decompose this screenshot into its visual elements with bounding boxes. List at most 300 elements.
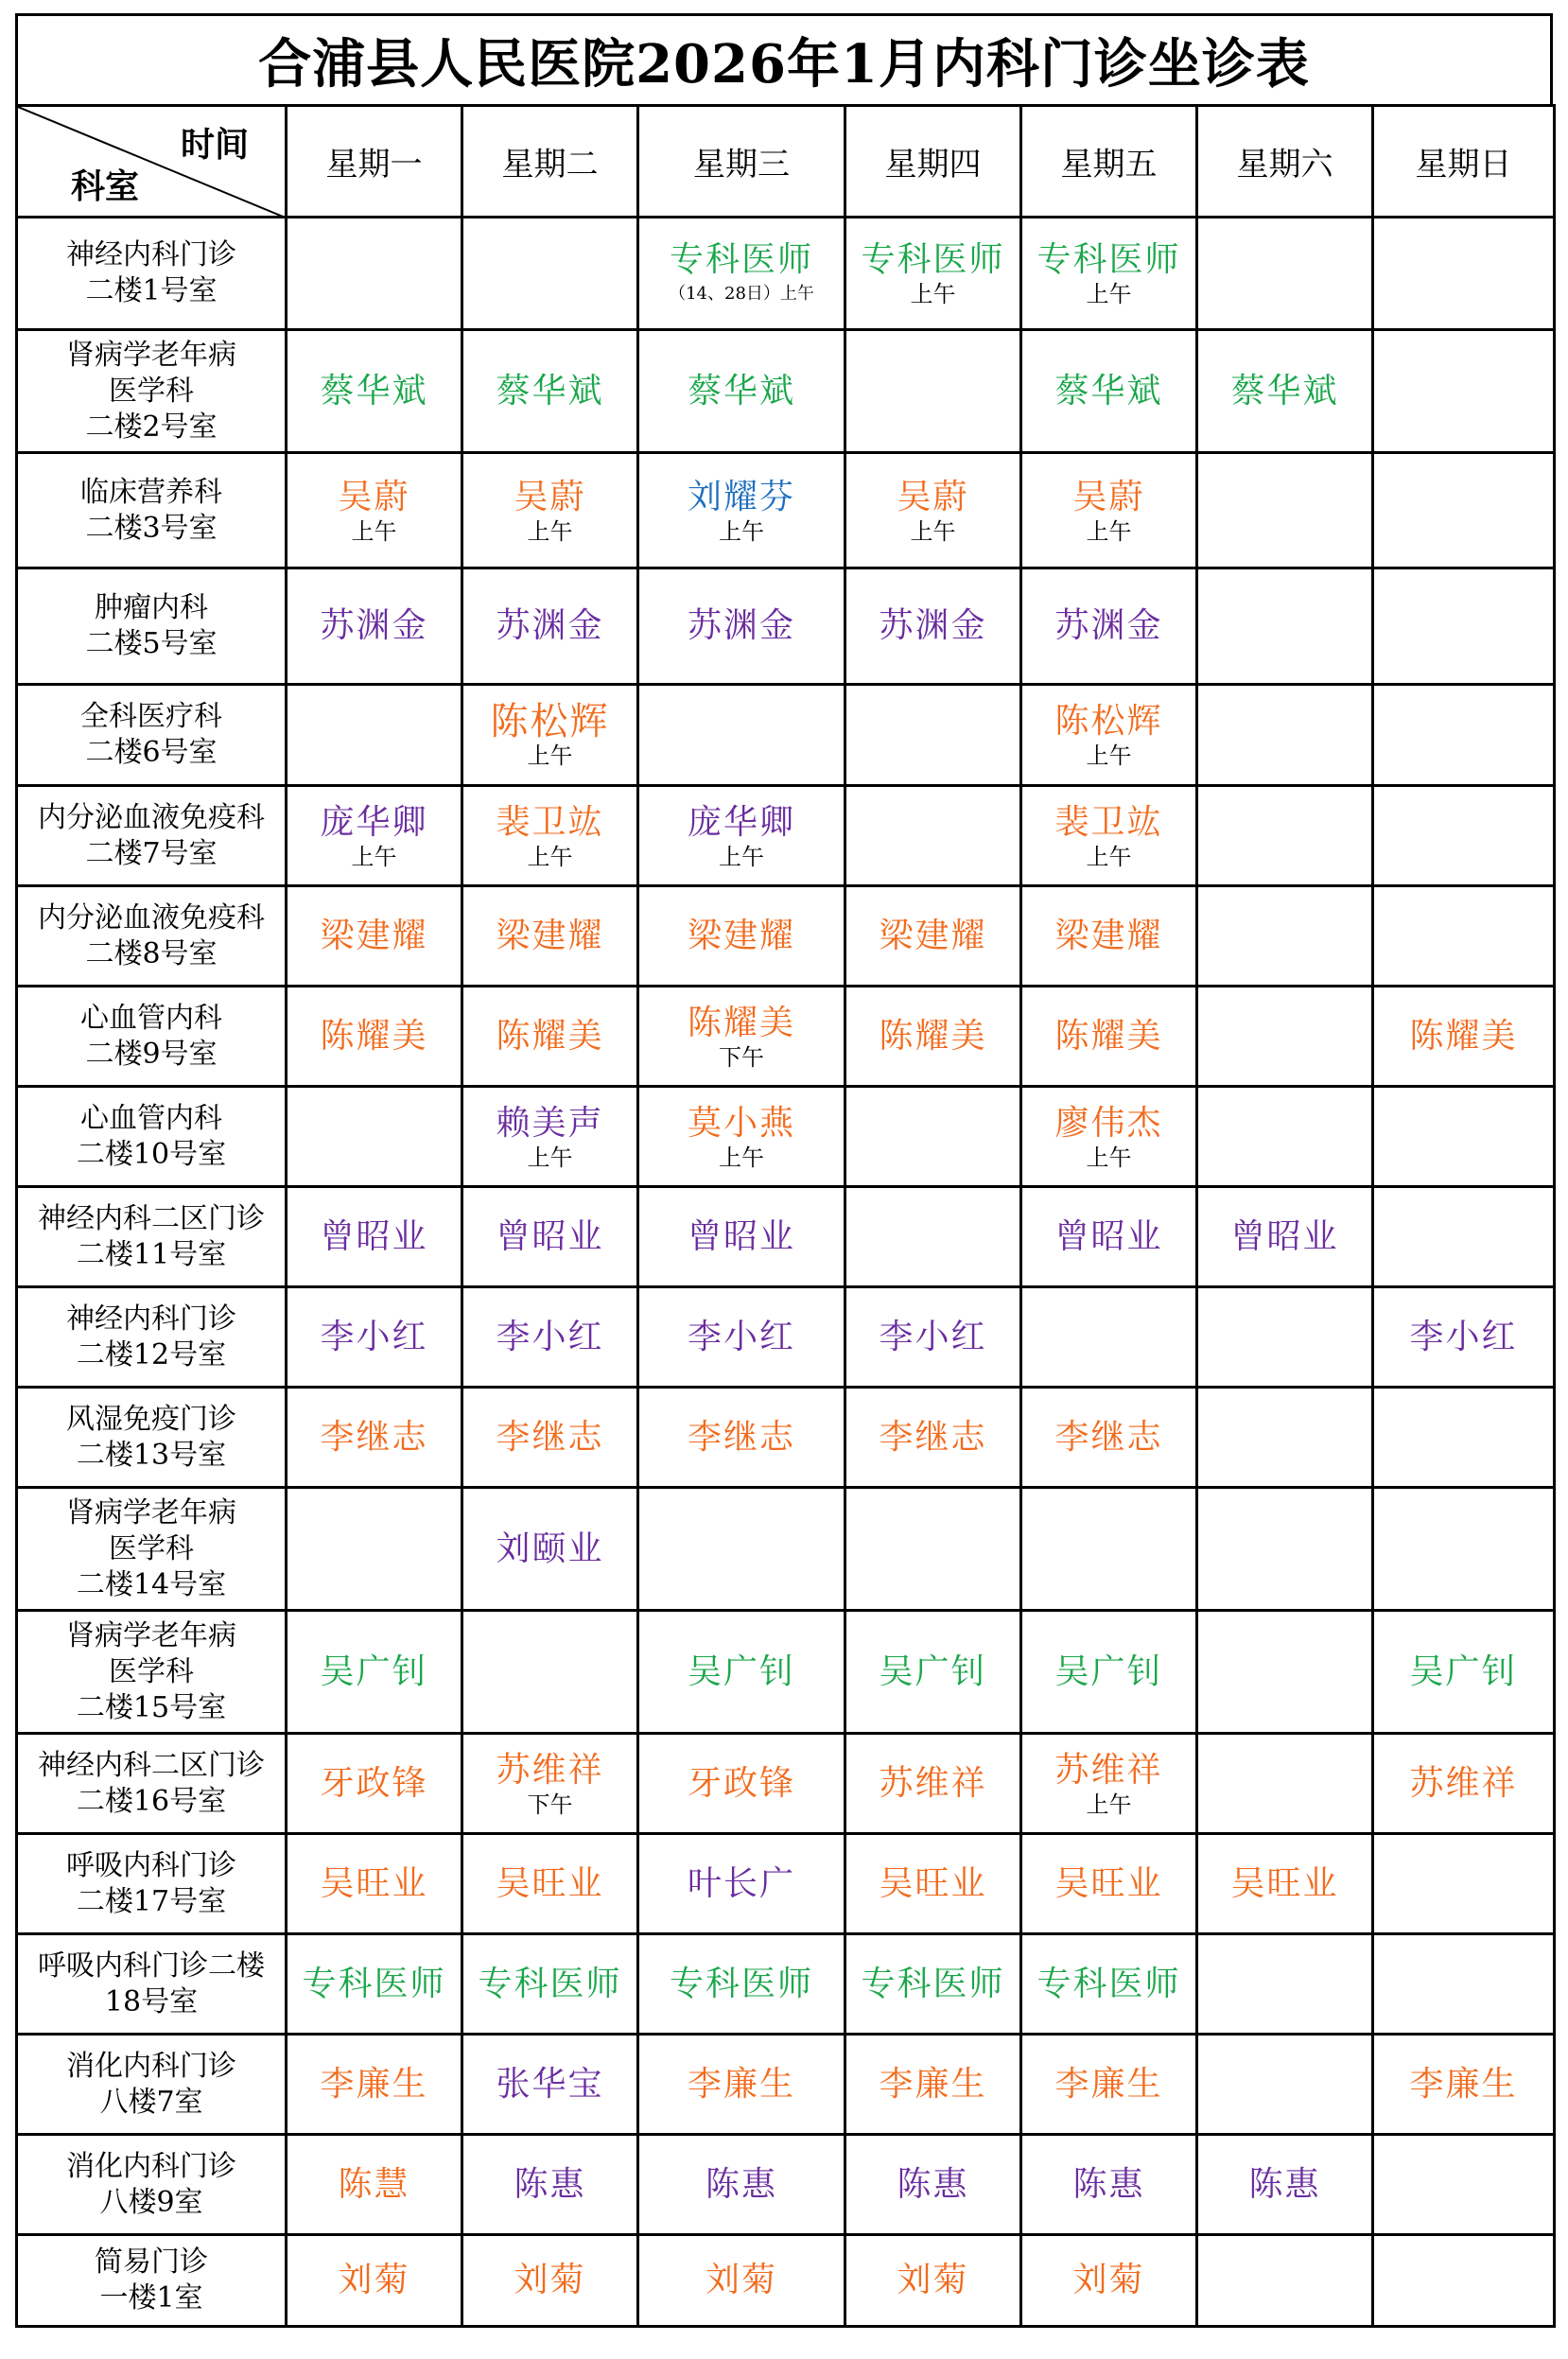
schedule-cell — [1197, 1388, 1373, 1488]
schedule-cell — [638, 1834, 845, 1934]
schedule-cell — [1021, 2135, 1197, 2235]
department-cell — [17, 1834, 287, 1934]
schedule-cell — [638, 1611, 845, 1734]
department-cell — [17, 886, 287, 987]
schedule-cell — [845, 453, 1021, 568]
department-cell — [17, 218, 287, 330]
schedule-cell — [1197, 1287, 1373, 1388]
doctor-name: 苏维祥 — [879, 1763, 987, 1803]
doctor-name: 陈耀美 — [496, 1016, 604, 1056]
doctor-name: 吴蔚 — [514, 477, 586, 516]
schedule-cell — [462, 1087, 638, 1187]
doctor-name: 李小红 — [879, 1317, 987, 1356]
schedule-cell — [462, 685, 638, 786]
doctor-name: 陈耀美 — [879, 1016, 987, 1056]
doctor-name: 陈惠 — [514, 2164, 586, 2204]
doctor-name: 曾昭业 — [687, 1216, 795, 1256]
session-note: 上午 — [527, 517, 573, 545]
doctor-name: 陈松辉 — [1054, 702, 1163, 741]
doctor-name: 梁建耀 — [320, 916, 428, 955]
schedule-cell — [1373, 1087, 1555, 1187]
schedule-cell — [287, 1488, 462, 1611]
time-label: 时间 — [180, 126, 249, 165]
schedule-cell — [287, 1087, 462, 1187]
doctor-name: 梁建耀 — [687, 916, 795, 955]
session-note: 上午 — [910, 281, 956, 307]
schedule-cell — [1373, 685, 1555, 786]
schedule-row — [17, 786, 1555, 886]
schedule-cell — [1021, 1734, 1197, 1834]
schedule-cell — [1021, 786, 1197, 886]
schedule-row — [17, 1488, 1555, 1611]
doctor-name: 李廉生 — [1409, 2064, 1518, 2104]
day-header: 星期三 — [638, 106, 845, 218]
schedule-cell — [845, 1287, 1021, 1388]
doctor-name: 牙政锋 — [320, 1763, 428, 1803]
department-line: 肾病学老年病 — [66, 1495, 236, 1529]
schedule-cell — [1197, 330, 1373, 453]
schedule-cell — [462, 1834, 638, 1934]
schedule-cell — [1373, 568, 1555, 685]
schedule-cell — [638, 330, 845, 453]
doctor-name: 专科医师 — [478, 1964, 622, 2003]
session-note: 上午 — [1086, 281, 1132, 307]
doctor-name: 吴旺业 — [320, 1863, 428, 1903]
schedule-cell — [1021, 1611, 1197, 1734]
department-line: 二楼12号室 — [76, 1337, 227, 1372]
schedule-cell — [1021, 453, 1197, 568]
department-line: 二楼16号室 — [76, 1784, 227, 1818]
schedule-cell — [462, 1187, 638, 1287]
department-line: 临床营养科 — [80, 475, 222, 509]
department-line: 心血管内科 — [80, 1001, 222, 1035]
department-line: 医学科 — [109, 374, 194, 408]
schedule-cell — [1197, 1734, 1373, 1834]
schedule-row — [17, 1388, 1555, 1488]
schedule-cell — [1197, 1934, 1373, 2035]
schedule-cell — [1373, 886, 1555, 987]
doctor-name: 梁建耀 — [879, 916, 987, 955]
doctor-name: 刘菊 — [1072, 2261, 1145, 2299]
schedule-cell — [845, 786, 1021, 886]
department-cell — [17, 453, 287, 568]
schedule-cell — [845, 330, 1021, 453]
schedule-cell — [638, 1734, 845, 1834]
doctor-name: 曾昭业 — [320, 1216, 428, 1256]
schedule-cell — [1021, 1187, 1197, 1287]
schedule-row — [17, 2135, 1555, 2235]
doctor-name: 吴旺业 — [1054, 1863, 1163, 1903]
department-line: 呼吸内科门诊 — [66, 1848, 236, 1882]
schedule-row — [17, 1187, 1555, 1287]
department-line: 二楼13号室 — [76, 1438, 227, 1472]
schedule-cell — [638, 1087, 845, 1187]
doctor-name: 专科医师 — [1037, 240, 1181, 279]
doctor-name: 苏渊金 — [320, 606, 428, 645]
schedule-cell — [287, 685, 462, 786]
schedule-cell — [287, 453, 462, 568]
schedule-cell — [287, 2035, 462, 2135]
schedule-cell — [462, 1388, 638, 1488]
schedule-cell — [462, 218, 638, 330]
doctor-name: 陈惠 — [705, 2164, 777, 2204]
doctor-name: 陈耀美 — [1409, 1016, 1518, 1056]
schedule-cell — [1373, 1834, 1555, 1934]
department-cell — [17, 1287, 287, 1388]
doctor-name: 庞华卿 — [320, 802, 428, 842]
schedule-cell — [287, 1834, 462, 1934]
doctor-name: 赖美声 — [496, 1103, 604, 1143]
doctor-name: 李继志 — [496, 1417, 604, 1457]
department-line: 二楼8号室 — [85, 936, 218, 970]
department-line: 肾病学老年病 — [66, 1618, 236, 1652]
schedule-cell — [1197, 1087, 1373, 1187]
schedule-cell — [462, 886, 638, 987]
department-line: 神经内科门诊 — [66, 238, 236, 271]
schedule-cell — [462, 1287, 638, 1388]
schedule-cell — [638, 2235, 845, 2327]
doctor-name: 陈慧 — [338, 2164, 410, 2204]
schedule-cell — [1021, 2235, 1197, 2327]
schedule-row — [17, 453, 1555, 568]
department-line: 18号室 — [104, 1984, 199, 2018]
day-header: 星期二 — [462, 106, 638, 218]
schedule-cell — [287, 2235, 462, 2327]
department-cell — [17, 987, 287, 1087]
schedule-cell — [1021, 1287, 1197, 1388]
schedule-cell — [1197, 568, 1373, 685]
schedule-cell — [1373, 1734, 1555, 1834]
schedule-cell — [1197, 1834, 1373, 1934]
department-line: 二楼5号室 — [85, 627, 218, 660]
doctor-name: 张华宝 — [496, 2064, 604, 2104]
doctor-name: 李廉生 — [320, 2064, 428, 2104]
schedule-cell — [462, 2035, 638, 2135]
corner-header — [17, 106, 287, 218]
session-note: 上午 — [1086, 1144, 1132, 1171]
doctor-name: 苏维祥 — [496, 1750, 604, 1790]
schedule-cell — [845, 1734, 1021, 1834]
doctor-name: 裴卫竑 — [1054, 802, 1163, 842]
schedule-cell — [845, 218, 1021, 330]
department-line: 二楼9号室 — [85, 1037, 218, 1071]
schedule-cell — [1373, 1611, 1555, 1734]
schedule-cell — [287, 1187, 462, 1287]
session-note: 上午 — [527, 743, 573, 769]
doctor-name: 刘菊 — [338, 2261, 410, 2299]
schedule-cell — [638, 568, 845, 685]
doctor-name: 吴广钊 — [1409, 1651, 1518, 1691]
schedule-body — [17, 218, 1555, 2327]
schedule-cell — [287, 1934, 462, 2035]
doctor-name: 陈惠 — [1248, 2164, 1321, 2204]
schedule-cell — [1373, 1934, 1555, 2035]
schedule-cell — [462, 786, 638, 886]
schedule-cell — [845, 886, 1021, 987]
department-line: 呼吸内科门诊二楼 — [38, 1948, 265, 1983]
department-cell — [17, 1734, 287, 1834]
department-line: 内分泌血液免疫科 — [38, 900, 265, 935]
department-cell — [17, 1388, 287, 1488]
schedule-cell — [287, 1734, 462, 1834]
doctor-name: 陈松辉 — [490, 700, 610, 743]
schedule-cell — [287, 568, 462, 685]
doctor-name: 专科医师 — [861, 1964, 1005, 2003]
schedule-cell — [845, 2035, 1021, 2135]
schedule-cell — [1373, 2035, 1555, 2135]
schedule-cell — [1197, 1488, 1373, 1611]
department-cell — [17, 2235, 287, 2327]
schedule-cell — [1373, 2235, 1555, 2327]
day-header: 星期一 — [287, 106, 462, 218]
schedule-cell — [287, 786, 462, 886]
doctor-name: 陈惠 — [897, 2164, 969, 2204]
schedule-row — [17, 1934, 1555, 2035]
doctor-name: 苏渊金 — [1054, 606, 1163, 645]
department-line: 二楼7号室 — [85, 836, 218, 870]
schedule-cell — [287, 1287, 462, 1388]
session-note: 上午 — [351, 843, 397, 870]
schedule-cell — [462, 330, 638, 453]
schedule-cell — [1197, 786, 1373, 886]
doctor-name: 陈耀美 — [1054, 1016, 1163, 1056]
department-line: 神经内科二区门诊 — [38, 1201, 265, 1235]
doctor-name: 刘菊 — [514, 2261, 586, 2299]
schedule-cell — [1021, 1488, 1197, 1611]
schedule-cell — [845, 1187, 1021, 1287]
department-line: 全科医疗科 — [80, 700, 222, 733]
department-line: 神经内科二区门诊 — [38, 1748, 265, 1782]
schedule-cell — [1021, 330, 1197, 453]
schedule-cell — [287, 330, 462, 453]
doctor-name: 专科医师 — [302, 1964, 446, 2003]
dept-label: 科室 — [71, 167, 140, 206]
session-note: 上午 — [719, 843, 764, 870]
doctor-name: 曾昭业 — [1054, 1216, 1163, 1256]
doctor-name: 吴旺业 — [496, 1863, 604, 1903]
header-row — [17, 106, 1555, 218]
schedule-cell — [1373, 1488, 1555, 1611]
doctor-name: 李继志 — [879, 1417, 987, 1457]
schedule-row — [17, 886, 1555, 987]
department-line: 风湿免疫门诊 — [66, 1402, 236, 1436]
schedule-cell — [1021, 218, 1197, 330]
doctor-name: 刘耀芬 — [687, 477, 795, 516]
doctor-name: 梁建耀 — [496, 916, 604, 955]
doctor-name: 苏渊金 — [687, 606, 795, 645]
schedule-cell — [1197, 2035, 1373, 2135]
schedule-cell — [287, 886, 462, 987]
department-line: 二楼15号室 — [76, 1690, 227, 1724]
doctor-name: 李继志 — [1054, 1417, 1163, 1457]
session-note: 上午 — [527, 1144, 573, 1171]
schedule-cell — [1373, 1287, 1555, 1388]
schedule-cell — [1197, 2135, 1373, 2235]
schedule-cell — [638, 1287, 845, 1388]
department-cell — [17, 2135, 287, 2235]
session-note: 上午 — [719, 517, 764, 545]
schedule-cell — [1373, 453, 1555, 568]
schedule-cell — [1373, 218, 1555, 330]
schedule-cell — [462, 987, 638, 1087]
doctor-name: 刘菊 — [705, 2261, 777, 2299]
session-note: 上午 — [1086, 1791, 1132, 1818]
department-line: 八楼9室 — [99, 2185, 203, 2219]
department-cell — [17, 1488, 287, 1611]
doctor-name: 李廉生 — [1054, 2064, 1163, 2104]
schedule-cell — [287, 987, 462, 1087]
schedule-cell — [638, 2035, 845, 2135]
session-note: 上午 — [910, 517, 956, 545]
department-line: 医学科 — [109, 1531, 194, 1565]
schedule-cell — [1021, 2035, 1197, 2135]
department-cell — [17, 685, 287, 786]
day-header: 星期六 — [1197, 106, 1373, 218]
session-note: 上午 — [1086, 743, 1132, 769]
doctor-name: 裴卫竑 — [496, 802, 604, 842]
schedule-row — [17, 218, 1555, 330]
doctor-name: 吴广钊 — [320, 1651, 428, 1691]
schedule-cell — [638, 1488, 845, 1611]
schedule-cell — [638, 218, 845, 330]
schedule-cell — [287, 1388, 462, 1488]
doctor-name: 苏维祥 — [1409, 1763, 1518, 1803]
schedule-cell — [638, 453, 845, 568]
page-title: 合浦县人民医院2026年1月内科门诊坐诊表 — [15, 13, 1553, 104]
department-line: 神经内科门诊 — [66, 1302, 236, 1336]
department-line: 八楼7室 — [99, 2085, 203, 2119]
doctor-name: 陈惠 — [1072, 2164, 1145, 2204]
doctor-name: 曾昭业 — [1230, 1216, 1339, 1256]
doctor-name: 吴广钊 — [879, 1651, 987, 1691]
department-cell — [17, 1934, 287, 2035]
doctor-name: 专科医师 — [1037, 1964, 1181, 2003]
doctor-name: 李小红 — [320, 1317, 428, 1356]
schedule-cell — [1373, 786, 1555, 886]
department-cell — [17, 330, 287, 453]
department-line: 简易门诊 — [95, 2245, 208, 2279]
doctor-name: 苏维祥 — [1054, 1750, 1163, 1790]
doctor-name: 牙政锋 — [687, 1763, 795, 1803]
department-line: 消化内科门诊 — [66, 2049, 236, 2083]
schedule-cell — [845, 1488, 1021, 1611]
doctor-name: 廖伟杰 — [1054, 1103, 1163, 1143]
schedule-cell — [1373, 987, 1555, 1087]
schedule-row — [17, 1287, 1555, 1388]
schedule-cell — [1021, 685, 1197, 786]
schedule-cell — [638, 786, 845, 886]
doctor-name: 李廉生 — [687, 2064, 795, 2104]
doctor-name: 李继志 — [320, 1417, 428, 1457]
session-note: 下午 — [719, 1043, 764, 1071]
schedule-cell — [1373, 2135, 1555, 2235]
schedule-cell — [845, 568, 1021, 685]
department-line: 肾病学老年病 — [66, 338, 236, 372]
doctor-name: 庞华卿 — [687, 802, 795, 842]
session-note: 上午 — [351, 517, 397, 545]
doctor-name: 蔡华斌 — [1054, 371, 1163, 411]
schedule-cell — [1197, 1611, 1373, 1734]
doctor-name: 蔡华斌 — [320, 371, 428, 411]
schedule-cell — [1021, 568, 1197, 685]
schedule-cell — [638, 1934, 845, 2035]
doctor-name: 刘菊 — [897, 2261, 969, 2299]
schedule-cell — [845, 987, 1021, 1087]
schedule-cell — [845, 1087, 1021, 1187]
schedule-cell — [1197, 1187, 1373, 1287]
schedule-cell — [1197, 987, 1373, 1087]
schedule-cell — [1021, 1934, 1197, 2035]
day-header: 星期五 — [1021, 106, 1197, 218]
schedule-cell — [287, 2135, 462, 2235]
schedule-cell — [638, 685, 845, 786]
department-line: 二楼1号室 — [85, 274, 218, 307]
schedule-cell — [1373, 1388, 1555, 1488]
doctor-name: 李小红 — [687, 1317, 795, 1356]
doctor-name: 莫小燕 — [687, 1103, 795, 1143]
doctor-name: 吴广钊 — [687, 1651, 795, 1691]
department-line: 二楼10号室 — [76, 1137, 227, 1171]
schedule-sheet — [15, 13, 1553, 2328]
doctor-name: 刘颐业 — [496, 1529, 604, 1568]
schedule-cell — [638, 2135, 845, 2235]
department-cell — [17, 786, 287, 886]
session-note: （14、28日）上午 — [669, 284, 814, 304]
department-cell — [17, 568, 287, 685]
session-note: 下午 — [527, 1791, 573, 1818]
doctor-name: 吴蔚 — [1072, 477, 1145, 516]
doctor-name: 苏渊金 — [496, 606, 604, 645]
department-line: 二楼11号室 — [76, 1237, 227, 1271]
schedule-cell — [462, 2135, 638, 2235]
doctor-name: 苏渊金 — [879, 606, 987, 645]
department-line: 心血管内科 — [80, 1101, 222, 1135]
schedule-cell — [845, 1934, 1021, 2035]
schedule-cell — [845, 1388, 1021, 1488]
schedule-cell — [638, 1388, 845, 1488]
day-header: 星期四 — [845, 106, 1021, 218]
doctor-name: 专科医师 — [669, 1964, 813, 2003]
department-cell — [17, 1187, 287, 1287]
schedule-cell — [845, 1834, 1021, 1934]
schedule-cell — [845, 2135, 1021, 2235]
schedule-cell — [845, 1611, 1021, 1734]
session-note: 上午 — [1086, 517, 1132, 545]
session-note: 上午 — [527, 843, 573, 870]
schedule-cell — [287, 1611, 462, 1734]
schedule-cell — [638, 987, 845, 1087]
schedule-cell — [1373, 330, 1555, 453]
schedule-cell — [287, 218, 462, 330]
schedule-cell — [638, 886, 845, 987]
schedule-row — [17, 568, 1555, 685]
schedule-cell — [638, 1187, 845, 1287]
doctor-name: 吴旺业 — [1230, 1863, 1339, 1903]
department-line: 一楼1室 — [99, 2281, 203, 2315]
schedule-cell — [845, 2235, 1021, 2327]
session-note: 上午 — [719, 1144, 764, 1171]
department-cell — [17, 2035, 287, 2135]
department-line: 二楼14号室 — [76, 1567, 227, 1601]
doctor-name: 李廉生 — [879, 2064, 987, 2104]
schedule-cell — [1021, 1834, 1197, 1934]
department-cell — [17, 1087, 287, 1187]
schedule-cell — [462, 568, 638, 685]
schedule-cell — [462, 1611, 638, 1734]
department-line: 二楼3号室 — [85, 511, 218, 545]
schedule-cell — [462, 2235, 638, 2327]
department-line: 二楼2号室 — [85, 410, 218, 444]
